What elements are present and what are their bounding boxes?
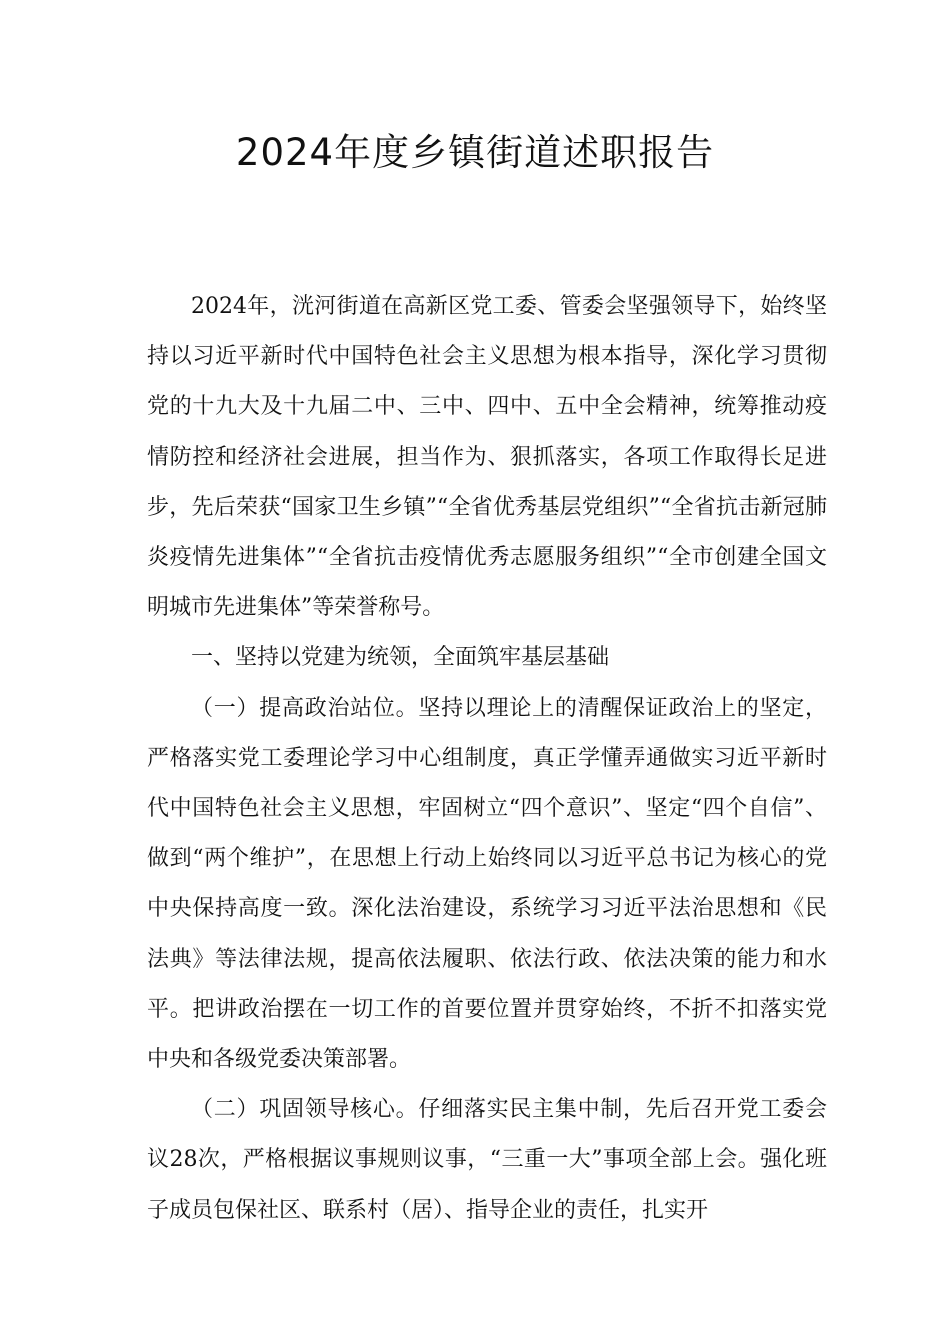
document-title: 2024年度乡镇街道述职报告 <box>235 131 715 174</box>
document-body <box>147 282 827 1236</box>
subsection-paragraph-1: （一）提高政治站位。坚持以理论上的清醒保证政治上的坚定，严格落实党工委理论学习中心组制度，真正学懂弄通做实习近平新时代中国特色社会主义思想，牢固树立“四个意识”、坚定“四个自信”、做到“两个维护”，在思想上行动上始终同以习近平总书记为核心的党中央保持高度一致。深化法治建设，系统学习习近平法治思想和《民法典》等法律法规，提高依法履职、依法行政、依法决策的能力和水平。把讲政治摆在一切工作的首要位置并贯穿始终，不折不扣落实党中央和各级党委决策部署。 <box>147 695 827 1073</box>
section-heading-1: 一、坚持以党建为统领，全面筑牢基层基础 <box>191 645 610 671</box>
subsection-paragraph-2: （二）巩固领导核心。仔细落实民主集中制，先后召开党工委会议28次，严格根据议事规则议事，“三重一大”事项全部上会。强化班子成员包保社区、联系村（居）、指导企业的责任，扎实开 <box>147 1097 827 1223</box>
intro-paragraph: 2024年，洸河街道在高新区党工委、管委会坚强领导下，始终坚持以习近平新时代中国特色社会主义思想为根本指导，深化学习贯彻党的十九大及十九届二中、三中、四中、五中全会精神，统筹推动疫情防控和经济社会进展，担当作为、狠抓落实，各项工作取得长足进步，先后荣获“国家卫生乡镇”“全省优秀基层党组织”“全省抗击新冠肺炎疫情先进集体”“全省抗击疫情优秀志愿服务组织”“全市创建全国文明城市先进集体”等荣誉称号。 <box>147 294 827 621</box>
